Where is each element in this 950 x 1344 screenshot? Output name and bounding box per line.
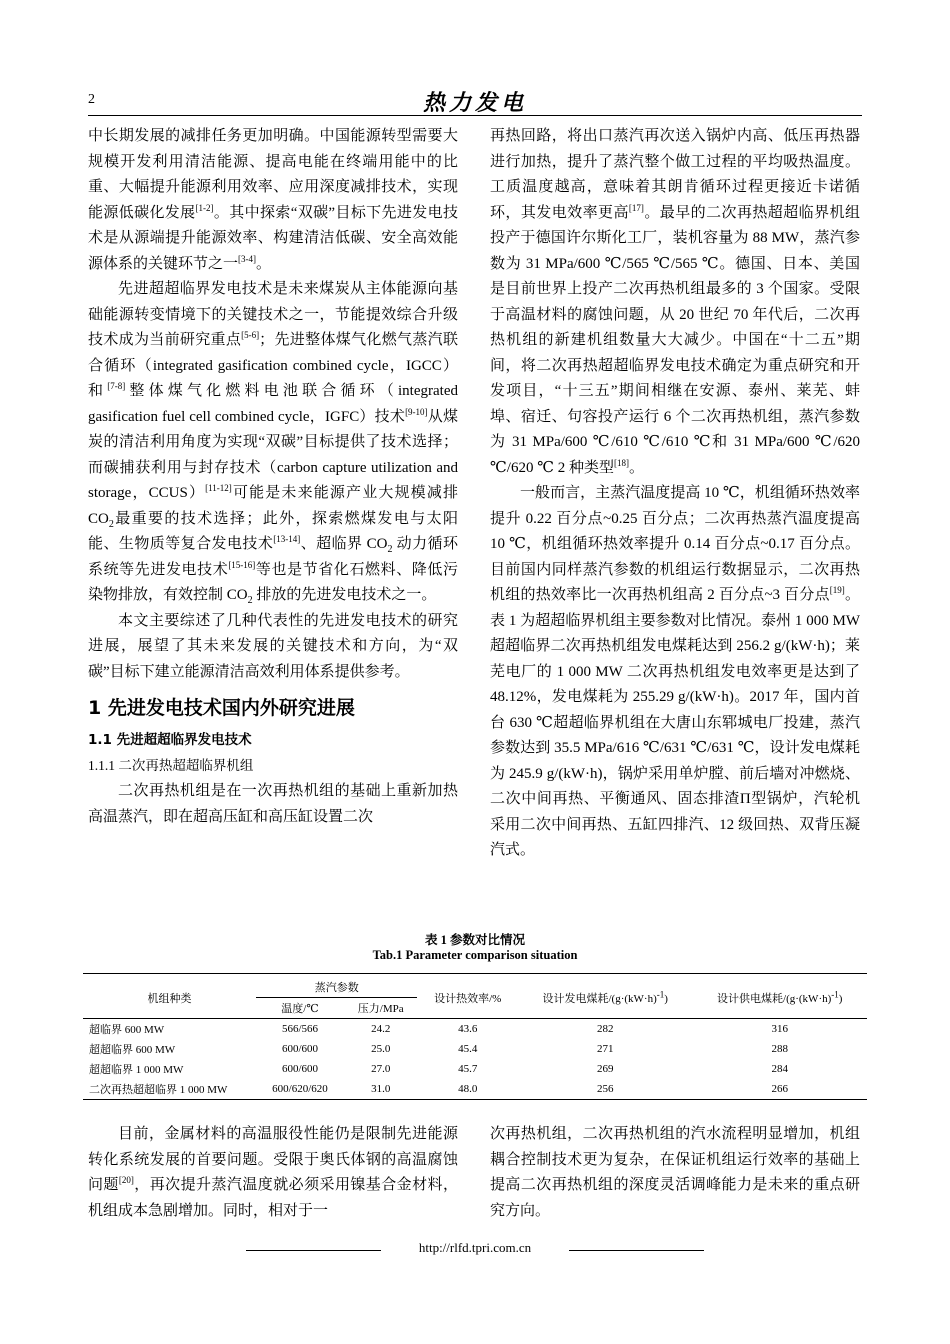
paragraph: 二次再热机组是在一次再热机组的基础上重新加热高温蒸汽，即在超高压缸和高压缸设置二次 bbox=[88, 783, 458, 825]
citation[interactable]: [9-10] bbox=[405, 406, 428, 417]
table-caption-cn: 表 1 参数对比情况 bbox=[424, 933, 525, 947]
table-cell: 43.6 bbox=[458, 1023, 478, 1035]
citation[interactable]: [3-4] bbox=[238, 253, 257, 264]
table-row bbox=[83, 1019, 867, 1040]
table-cell: 600/600 bbox=[281, 1063, 318, 1075]
table-cell: 超超临界 600 MW bbox=[89, 1044, 176, 1056]
table-cell: 二次再热超超临界 1 000 MW bbox=[83, 1079, 256, 1100]
citation[interactable]: [15-16] bbox=[228, 559, 256, 570]
bottom-right-column bbox=[490, 1122, 860, 1224]
paragraph: 本文主要综述了几种代表性的先进发电技术的研究进展，展望了其未来发展的关键技术和方向，为“双碳”目标下建立能源清洁高效利用体系提供参考。 bbox=[88, 612, 458, 680]
table-cell: 316 bbox=[771, 1023, 788, 1035]
left-column bbox=[88, 124, 458, 830]
col-header-steam: 蒸汽参数 bbox=[256, 974, 417, 998]
table-cell: 284 bbox=[771, 1063, 788, 1075]
citation[interactable]: [19] bbox=[829, 585, 845, 595]
citation[interactable]: [18] bbox=[613, 457, 629, 468]
table-cell: 25.0 bbox=[371, 1043, 391, 1055]
paragraph: 再热回路，将出口蒸汽再次送入锅炉内高、低压再热器进行加热，提升了蒸汽整个做工过程的平均吸热温度。工质温度越高，意味着其朗肯循环过程更接近卡诺循环，其发电效率更高[17]。最早的二次再热超超临界机组投产于德国许尔斯化工厂，装机容量为 88 MW，蒸汽参数为 31 MPa/600 ℃/565 ℃/565 ℃。德国、日本、美国是目前世界上投产二次再热机组最多的 3 个国家。受限于高温材料的腐蚀问题，从 20 世纪 70 年代后，二次再热机组的新建机组数量大大减少。中国在“十二五”期间，将二次再热超超临界发电技术确定为重点研究和开发项目，“十三五”期间相继在安源、泰州、莱芜、蚌埠、宿迁、句容投产运行 6 个二次再热机组，蒸汽参数为 31 MPa/600 ℃/610 ℃/610 ℃和 31 MPa/600 ℃/620 ℃/620 ℃ 2 种类型[18]。 bbox=[490, 128, 860, 476]
journal-name: 热力发电 bbox=[422, 90, 527, 116]
paragraph: 中长期发展的减排任务更加明确。中国能源转型需要大规模开发利用清洁能源、提高电能在终端用能中的比重、大幅提升能源利用效率、应用深度减排技术，实现能源低碳化发展[1-2]。其中探索“双碳”目标下先进发电技术是从源端提升能源效率、构建清洁低碳、安全高效能源体系的关键环节之一[3-4]。 bbox=[88, 128, 458, 272]
col-header-unit-type: 机组种类 bbox=[83, 974, 256, 1019]
table-cell: 271 bbox=[596, 1043, 614, 1055]
header-rule bbox=[88, 115, 862, 116]
table-cell: 288 bbox=[771, 1043, 788, 1055]
table-cell: 31.0 bbox=[344, 1079, 418, 1100]
citation[interactable]: [11-12] bbox=[205, 483, 232, 493]
right-column bbox=[490, 124, 860, 864]
citation[interactable]: [5-6] bbox=[241, 330, 260, 340]
table-cell: 45.7 bbox=[458, 1063, 478, 1075]
paragraph: 先进超超临界发电技术是未来煤炭从主体能源向基础能源转变情境下的关键技术之一，节能提效综合升级技术成为当前研究重点[5-6]；先进整体煤气化燃气蒸汽联合循环（integrated gasification combined cycle，IGCC）和[7-8]整体煤气化燃料电池联合循环（integrated gasification fuel cell combined cycle，IGFC）技术[9-10]从煤炭的清洁利用角度为实现“双碳”目标提供了技术选择；而碳捕获利用与封存技术（carbon capture utilization and storage，CCUS）[11-12]可能是未来能源产业大规模减排 $CO_2$最重要的技术选择；此外，探索燃煤发电与太阳能、生物质等复合发电技术[13-14]、超临界 $CO_2$ 动力循环系统等先进发电技术[15-16]等也是节省化石燃料、降低污染物排放，有效控制 $CO_2$ 排放的先进发电技术之一。 bbox=[88, 281, 458, 606]
col-header-temperature: 温度/℃ bbox=[256, 998, 344, 1019]
table-cell: 566/566 bbox=[281, 1023, 318, 1035]
paragraph: 一般而言，主蒸汽温度提高 10 ℃，机组循环热效率提升 0.22 百分点~0.25 百分点；二次再热蒸汽温度提高 10 ℃，机组循环热效率提升 0.14 百分点~0.17 百分点。目前国内同样蒸汽参数的机组运行数据显示，二次再热机组的热效率比一次再热机组高 2 百分点~3 百分点[19]。表 1 为超超临界机组主要参数对比情况。泰州 1 000 MW 超超临界二次再热机组发电煤耗达到 256.2 g/(kW·h)；莱芜电厂的 1 000 MW 二次再热机组发电效率更是达到了 48.12%，发电煤耗为 255.29 g/(kW·h)。2017 年，国内首台 630 ℃超超临界机组在大唐山东郓城电厂投建，蒸汽参数达到 35.5 MPa/616 ℃/631 ℃/631 ℃，设计发电煤耗为 245.9 g/(kW·h)，锅炉采用单炉膛、前后墙对冲燃烧、二次中间再热、平衡通风、固态排渣Π型锅炉，汽轮机采用二次中间再热、五缸四排汽、12 级回热、双背压凝汽式。 bbox=[490, 485, 860, 858]
table-cell: 282 bbox=[596, 1023, 614, 1035]
page-header bbox=[88, 88, 862, 116]
table-cell: 27.0 bbox=[371, 1063, 391, 1075]
table-cell: 24.2 bbox=[371, 1023, 391, 1035]
table-cell: 269 bbox=[596, 1063, 614, 1075]
table-caption-en: Tab.1 Parameter comparison situation bbox=[372, 948, 578, 962]
footer-url[interactable]: http://rlfd.tpri.com.cn bbox=[418, 1240, 532, 1255]
citation[interactable]: [17] bbox=[628, 202, 644, 213]
table-cell: 超临界 600 MW bbox=[89, 1024, 165, 1036]
section-heading: 1 先进发电技术国内外研究进展 bbox=[88, 697, 355, 719]
table-cell: 600/620/620 bbox=[256, 1079, 344, 1100]
parameter-table bbox=[83, 973, 867, 1100]
subsubsection-heading: 1.1.1 二次再热超超临界机组 bbox=[88, 758, 254, 773]
bottom-left-column bbox=[88, 1122, 458, 1224]
paragraph: 目前，金属材料的高温服役性能仍是限制先进能源转化系统发展的首要问题。受限于奥氏体钢的高温腐蚀问题[20]，再次提升蒸汽温度就必须采用镍基合金材料，机组成本急剧增加。同时，相对于一 bbox=[88, 1126, 458, 1219]
page-footer bbox=[88, 1240, 862, 1260]
col-header-supply-coal: 设计供电煤耗$/(g\cdot(kW\cdot h)^{-1})$ bbox=[692, 974, 867, 1019]
citation[interactable]: [1-2] bbox=[195, 202, 214, 213]
table-row bbox=[83, 1079, 867, 1100]
table-cell: 45.4 bbox=[458, 1043, 478, 1055]
col-header-pressure: 压力/MPa bbox=[344, 998, 418, 1019]
table-cell: 超超临界 1 000 MW bbox=[89, 1064, 184, 1076]
col-header-gen-coal: 设计发电煤耗$/(g\cdot(kW\cdot h)^{-1})$ bbox=[518, 974, 692, 1019]
table-cell: 256 bbox=[518, 1079, 692, 1100]
col-header-thermal-eff: 设计热效率/% bbox=[417, 974, 518, 1019]
citation[interactable]: [20] bbox=[118, 1175, 134, 1185]
table-cell: 48.0 bbox=[417, 1079, 518, 1100]
citation[interactable]: [7-8] bbox=[107, 381, 126, 391]
footer-rule-right bbox=[569, 1250, 704, 1251]
table-cell: 600/600 bbox=[281, 1043, 318, 1055]
table-row bbox=[83, 1039, 867, 1059]
paragraph: 次再热机组，二次再热机组的汽水流程明显增加，机组耦合控制技术更为复杂，在保证机组运行效率的基础上提高二次再热机组的深度灵活调峰能力是未来的重点研究方向。 bbox=[490, 1126, 860, 1219]
citation[interactable]: [13-14] bbox=[273, 534, 301, 544]
subsection-heading: 1.1 先进超超临界发电技术 bbox=[88, 732, 252, 748]
table-cell: 266 bbox=[692, 1079, 867, 1100]
page-number: 2 bbox=[88, 92, 95, 107]
table-row bbox=[83, 1059, 867, 1079]
